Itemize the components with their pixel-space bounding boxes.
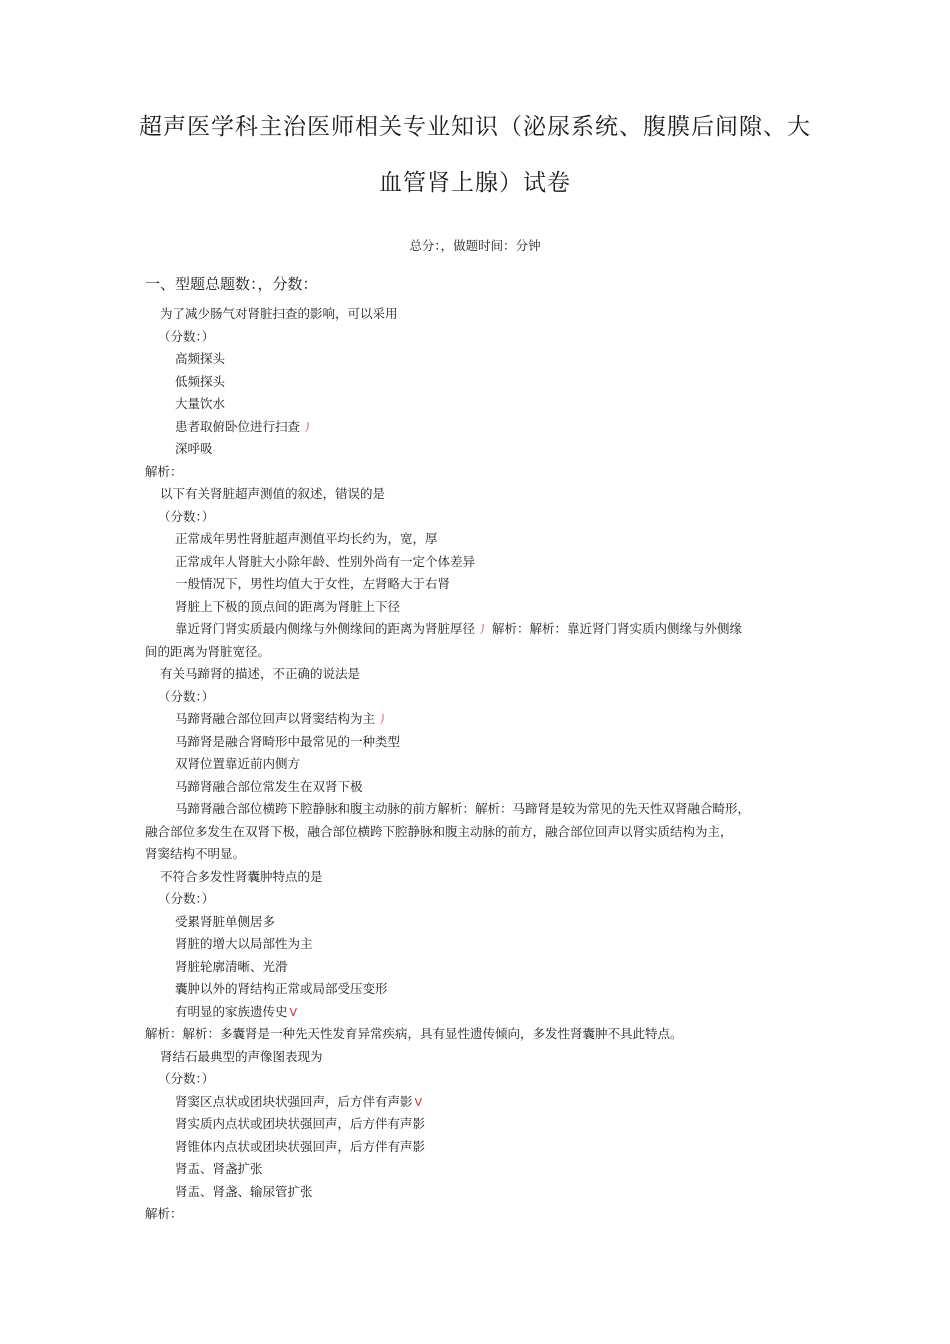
score-label: （分数：）	[158, 891, 215, 906]
analysis-continuation: 融合部位多发生在双肾下极，融合部位横跨下腔静脉和腹主动脉的前方，融合部位回声以肾实质结构为主，	[145, 823, 733, 839]
analysis-text: 解析：解析：马蹄肾是较为常见的先天性双肾融合畸形，	[437, 801, 751, 816]
option-text: 肾窦区点状或团块状强回声，后方伴有声影	[175, 1093, 413, 1109]
correct-mark: V	[414, 1095, 423, 1109]
exam-meta: 总分：，做题时间：分钟	[409, 238, 541, 253]
question-stem: 以下有关肾脏超声测值的叙述，错误的是	[160, 486, 386, 501]
option: 肾盂、肾盏扩张	[175, 1161, 263, 1176]
analysis-continuation: 肾窦结构不明显。	[145, 846, 246, 861]
option: 肾实质内点状或团块状强回声，后方伴有声影	[175, 1116, 426, 1131]
title-line-1: 超声医学科主治医师相关专业知识（泌尿系统、腹膜后间隙、大	[139, 114, 811, 140]
option-text: 马蹄肾融合部位横跨下腔静脉和腹主动脉的前方	[175, 801, 438, 816]
analysis-continuation: 间的距离为肾脏宽径。	[145, 643, 271, 659]
option: 肾锥体内点状或团块状强回声，后方伴有声影	[175, 1138, 426, 1154]
option-correct	[145, 708, 815, 731]
option: 深呼吸	[175, 441, 213, 456]
option: 低频探头	[175, 373, 226, 389]
option: 囊肿以外的肾结构正常或局部受压变形	[175, 981, 388, 996]
correct-mark: V	[289, 1005, 298, 1019]
correct-mark: 丿	[477, 623, 489, 636]
option: 大量饮水	[175, 396, 226, 411]
option: 肾脏的增大以局部性为主	[175, 936, 313, 951]
option: 肾脏上下极的顶点间的距离为肾脏上下径	[175, 598, 401, 614]
score-label: （分数：）	[158, 328, 215, 344]
score-label: （分数：）	[158, 1071, 215, 1086]
correct-mark: 丿	[302, 420, 314, 434]
analysis: 解析：	[145, 463, 183, 479]
option: 正常成年人肾脏大小除年龄、性别外尚有一定个体差异	[175, 553, 476, 569]
option: 肾盂、肾盏、输尿管扩张	[175, 1183, 313, 1199]
question-stem: 肾结石最典型的声像图表现为	[160, 1048, 323, 1064]
analysis: 解析：	[145, 1206, 183, 1221]
question-stem: 有关马蹄肾的描述，不正确的说法是	[160, 666, 361, 681]
option-text: 有明显的家族遗传史	[175, 1003, 288, 1019]
question-stem: 为了减少肠气对肾脏扫查的影响，可以采用	[160, 306, 398, 321]
section-heading: 一、型题总题数：，分数：	[145, 275, 318, 293]
score-label: （分数：）	[158, 508, 215, 524]
option-correct-with-analysis	[145, 618, 815, 641]
option: 高频探头	[175, 351, 226, 366]
option: 受累肾脏单侧居多	[175, 913, 276, 929]
option: 双肾位置靠近前内侧方	[175, 756, 301, 771]
option-with-analysis	[145, 798, 815, 821]
analysis: 解析：解析：多囊肾是一种先天性发育异常疾病，具有显性遗传倾向，多发性肾囊肿不具此特点。	[145, 1026, 683, 1041]
option-correct	[145, 1001, 815, 1024]
option-text: 马蹄肾融合部位回声以肾窦结构为主	[175, 711, 376, 726]
option: 马蹄肾融合部位常发生在双肾下极	[175, 778, 363, 794]
title-line-2: 血管肾上腺）试卷	[379, 170, 571, 196]
analysis-text: 解析：解析：靠近肾门肾实质内侧缘与外侧缘	[492, 621, 743, 636]
option-text: 靠近肾门肾实质最内侧缘与外侧缘间的距离为肾脏厚径	[175, 621, 476, 636]
option: 一般情况下，男性均值大于女性，左肾略大于右肾	[175, 576, 451, 591]
option-text: 患者取俯卧位进行扫查	[175, 418, 301, 434]
option: 正常成年男性肾脏超声测值平均长约为，宽，厚	[175, 531, 438, 546]
option-correct	[145, 1091, 815, 1114]
question-list	[145, 303, 815, 1226]
option: 肾脏轮廓清晰、光滑	[175, 958, 288, 974]
correct-mark: 丿	[377, 713, 389, 726]
score-label: （分数：）	[158, 688, 215, 704]
option: 马蹄肾是融合肾畸形中最常见的一种类型	[175, 733, 401, 749]
option-correct	[145, 416, 815, 439]
question-stem: 不符合多发性肾囊肿特点的是	[160, 868, 323, 884]
